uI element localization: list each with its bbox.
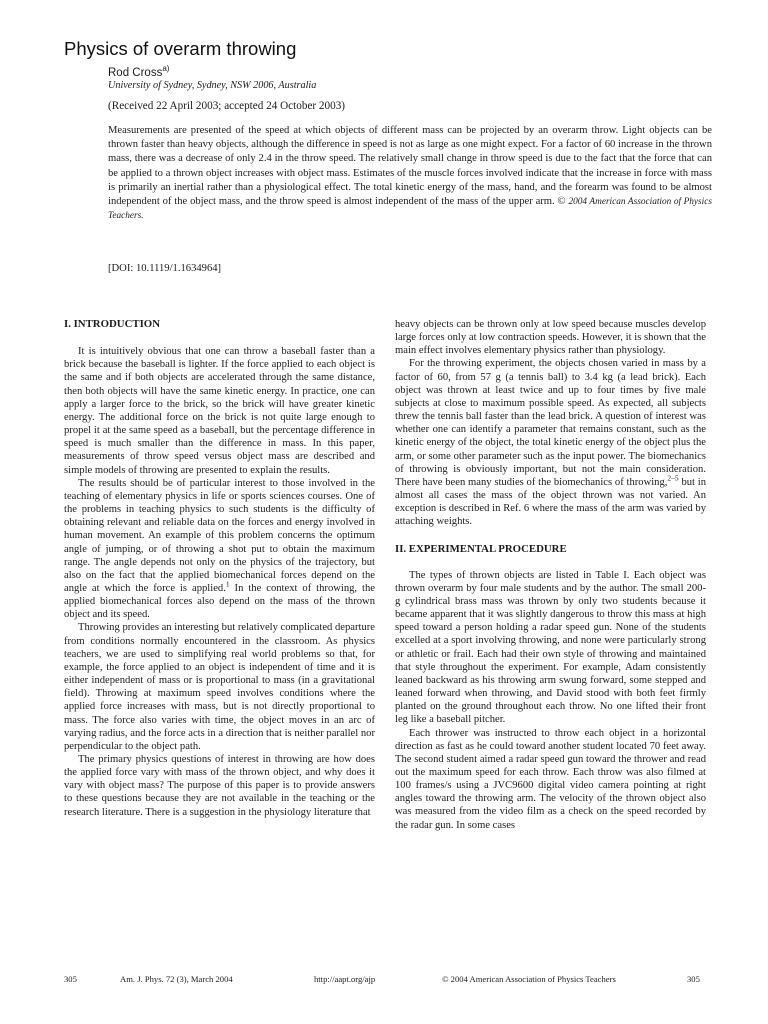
copyright-symbol: © [557, 196, 566, 208]
author-footnote-marker: a) [162, 64, 170, 73]
abstract-text: Measurements are presented of the speed at which objects of different mass can be projected by an overarm throw. Light objects can be thrown faster than heavy objects, although the difference in speed is not as large as one might expect. For a factor of 60 increase in the thrown mass, there was a decrease of only 2.4 in the throw speed. The relatively small change in throw speed is due to the fact that the force that can be applied to a thrown object increases with object mass. Estimates of the muscle forces involved indicate that the increase in force with mass is primarily an inertial rather than a physiological effect. The total kinetic energy of the mass, hand, and the forearm was found to be almost independent of the object mass, and the throw speed is almost independent of the mass of the upper arm. [108, 125, 712, 208]
intro-paragraph-5 [395, 357, 706, 528]
page-footer [64, 974, 704, 988]
intro-paragraph-2-text-b: In the context of throwing, the applied biomechanical forces also depend on the mass of the thrown object and its speed. [64, 582, 375, 621]
intro-paragraph-1: It is intuitively obvious that one can throw a baseball faster than a brick because the baseball is lighter. If the force applied to each object is the same and if both objects are accelerated through the same distance, then both objects will have the same kinetic energy. In practice, one can apply a larger force to the brick, so the brick will have greater kinetic energy. The additional force on the brick is not quite large enough to propel it at the same speed as a baseball, but the percentage difference in speed is much smaller than the difference in mass. In this paper, measurements of throw speed versus object mass are described and simple models of throwing are presented to explain the results. [64, 346, 375, 476]
reference-marker[interactable]: 2–5 [667, 473, 679, 483]
section-heading-experimental-procedure: II. EXPERIMENTAL PROCEDURE [395, 542, 567, 555]
journal-citation: Am. J. Phys. 72 (3), March 2004 [120, 974, 233, 984]
page-number-right: 305 [687, 974, 700, 984]
left-column [64, 318, 375, 819]
received-dates: (Received 22 April 2003; accepted 24 October 2003) [108, 100, 346, 112]
author-affiliation: University of Sydney, Sydney, NSW 2006, Australia [108, 80, 317, 91]
paper-title: Physics of overarm throwing [64, 38, 297, 59]
intro-paragraph-3: Throwing provides an interesting but relatively complicated departure from conditions normally encountered in the classroom. As physics teachers, we are used to simplifying real world problems so that, for example, the force applied to an object is independent of time and it is either independent of mass or is proportional to mass (in a gravitational field). Throwing at maximum speed involves conditions where the applied force increases with mass, but is not directly proportional to mass. The force also varies with time, the object moves in an arc of varying radius, and the force acts in a direction that is neither parallel nor perpendicular to the object path. [64, 622, 375, 752]
reference-marker[interactable]: 1 [225, 579, 230, 589]
section-heading-introduction: I. INTRODUCTION [64, 318, 160, 330]
intro-paragraph-4: The primary physics questions of interest in throwing are how does the applied force vary with mass of the thrown object, and why does it vary with object mass? The purpose of this paper is to provide answers to these questions because they are not available in the teaching or the research literature. There is a suggestion in the physiology literature that [64, 754, 375, 818]
journal-url-link[interactable]: http://aapt.org/ajp [314, 974, 376, 984]
right-column [395, 318, 706, 832]
experimental-paragraph-1: The types of thrown objects are listed in Table I. Each object was thrown overarm by four male students and by the author. The small 200-g cylindrical brass mass was thrown by only two students because it became apparent that it was slightly dangerous to throw this mass at high speed toward a person holding a radar speed gun. None of the students excelled at a sport involving throwing, and none were particularly strong or athletic or frail. Each had their own style of throwing and maintained that style throughout the experiment. For example, Adam consistently leaned backward as his throwing arm swung forward, some stepped and leaned forward when throwing, and David stood with both feet firmly planted on the ground throughout each throw. No one lifted their front leg like a baseball pitcher. [395, 569, 706, 726]
intro-paragraph-4-continued: heavy objects can be thrown only at low speed because muscles develop large forces only at low contraction speeds. However, it is shown that the main effect involves elementary physics rather than physiology. [395, 319, 706, 357]
intro-paragraph-5-text-a: For the throwing experiment, the objects chosen varied in mass by a factor of 60, from 57 g (a tennis ball) to 3.4 kg (a lead brick). Each object was thrown at least twice and up to four times by five male subjects at close to maximum possible speed. As expected, all subjects threw the tennis ball faster than the lead brick. A question of interest was whether one can identify a parameter that remains constant, such as the kinetic energy of the object, the total kinetic energy of the object plus the arm, or some other parameter such as the input power. The biomechanics of throwing is obviously important, but not the main consideration. There have been many studies of the biomechanics of throwing, [395, 358, 706, 488]
intro-paragraph-5-text-b: but in almost all cases the mass of the object thrown was not varied. An exception is described in Ref. 6 where the mass of the arm was varied by attaching weights. [395, 476, 707, 528]
author-name-text: Rod Cross [108, 66, 163, 79]
experimental-paragraph-2: Each thrower was instructed to throw each object in a horizontal direction as fast as he could toward another student located 70 feet away. The second student aimed a radar speed gun toward the thrower and read out the maximum speed for each throw. Each throw was also filmed at 100 frames/s using a JVC9600 digital video camera pointing at right angles toward the throwing arm. The velocity of the thrown object also was measured from the video film as a check on the speed recorded by the radar gun. In some cases [395, 727, 706, 831]
author-name [108, 64, 169, 79]
page-number-left: 305 [64, 974, 77, 984]
intro-paragraph-2-text-a: The results should be of particular interest to those involved in the teaching of elementary physics in life or sports sciences courses. One of the problems in teaching physics to such students is the difficulty of obtaining relevant and reliable data on the forces and energy involved in human movement. An example of this problem concerns the optimum angle of jumping, or of throwing a shot put to obtain the maximum range. The angle depends not only on the physics of the trajectory, but also on the fact that the applied biomechanical forces depend on the angle at which the force is applied. [64, 477, 375, 594]
abstract [108, 124, 712, 223]
intro-paragraph-2 [64, 477, 375, 622]
footer-copyright: © 2004 American Association of Physics Teachers [442, 974, 616, 984]
doi-link[interactable]: [DOI: 10.1119/1.1634964] [108, 263, 222, 274]
abstract-copyright: 2004 American Association of Physics Teachers. [108, 197, 712, 222]
